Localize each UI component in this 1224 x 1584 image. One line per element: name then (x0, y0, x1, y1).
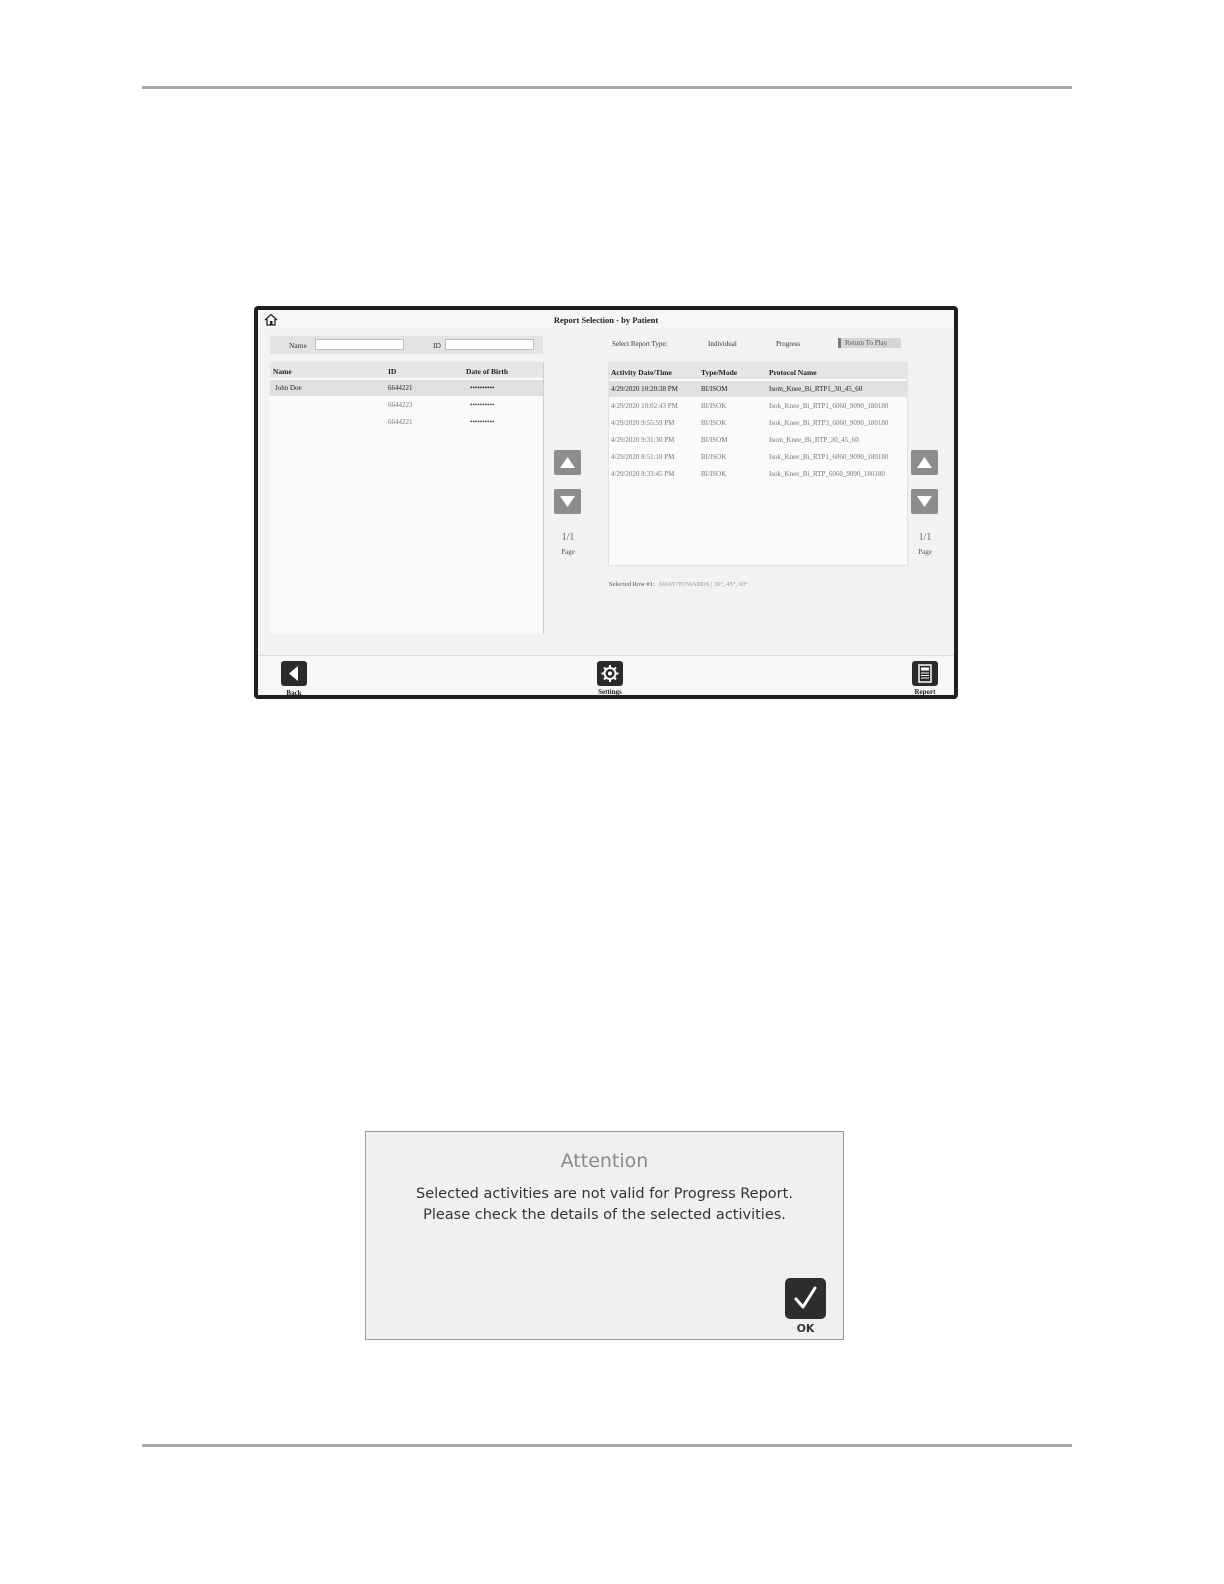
back-label: Back (286, 689, 302, 697)
patient-id: 6644223 (388, 401, 413, 409)
name-label: Name (289, 341, 307, 350)
col-activity-date: Activity Date/Time (611, 368, 672, 377)
patient-search-bar (270, 336, 543, 354)
patients-page-label: Page (561, 548, 575, 556)
header-rule (142, 86, 1072, 89)
patient-table-header (270, 362, 543, 378)
patient-id: 6644221 (388, 384, 413, 392)
activity-mode: BI/ISOM (701, 436, 728, 444)
activity-row[interactable] (609, 466, 907, 482)
report-label: Report (914, 688, 936, 696)
activity-protocol: Isom_Knee_Bi_RTP1_30_45_60 (769, 385, 863, 393)
activity-protocol: Isom_Knee_Bi_RTP_30_45_60 (769, 436, 859, 444)
activity-table (608, 362, 908, 566)
activity-table-header (609, 363, 907, 379)
ok-label: OK (796, 1322, 815, 1335)
col-protocol-name: Protocol Name (769, 368, 817, 377)
report-button[interactable] (912, 661, 938, 686)
patient-id: 6644221 (388, 418, 413, 426)
bottom-toolbar (258, 655, 954, 696)
activities-page-number: 1/1 (918, 532, 932, 543)
activity-row[interactable] (609, 432, 907, 448)
dialog-title: Attention (560, 1150, 649, 1172)
back-button[interactable] (281, 661, 307, 686)
activity-protocol: Isok_Knee_Bi_RTP1_6060_9090_180180 (769, 402, 889, 410)
patients-page-down-button[interactable] (554, 489, 581, 514)
gear-icon (597, 661, 623, 686)
activity-mode: BI/ISOK (701, 402, 727, 410)
patient-dob: •••••••••• (470, 401, 495, 409)
activity-mode: BI/ISOK (701, 453, 727, 461)
activity-row[interactable] (609, 398, 907, 414)
activity-date: 4/29/2020 10:20:38 PM (611, 385, 678, 393)
activity-mode: BI/ISOK (701, 470, 727, 478)
report-selection-screen (254, 306, 958, 699)
report-document-icon (912, 661, 938, 686)
activity-mode: BI/ISOK (701, 419, 727, 427)
patient-row[interactable] (270, 397, 543, 413)
name-search-input[interactable] (315, 339, 404, 350)
ok-button[interactable] (785, 1278, 826, 1319)
back-arrow-icon (281, 661, 307, 686)
col-name: Name (273, 367, 292, 376)
selected-row-value: AWAY/TOWARDS | 30°, 45°, 60° (657, 581, 748, 588)
dialog-message: Selected activities are not valid for Progress Report. Please check the details of the selected activities. (416, 1186, 793, 1223)
activity-row[interactable] (609, 415, 907, 431)
patient-dob: •••••••••• (470, 418, 495, 426)
col-dob: Date of Birth (466, 367, 509, 376)
activity-date: 4/29/2020 8:51:18 PM (611, 453, 675, 461)
activity-protocol: Isok_Knee_Bi_RTP_6060_9090_180180 (769, 470, 885, 478)
patient-dob: •••••••••• (470, 384, 495, 392)
activity-row[interactable] (609, 381, 907, 397)
arrow-down-icon (559, 494, 576, 509)
selected-row-info (609, 581, 748, 588)
activity-row[interactable] (609, 449, 907, 465)
report-type-label: Select Report Type: (612, 340, 668, 348)
title-bar (258, 310, 954, 328)
col-id: ID (388, 367, 397, 376)
activity-mode: BI/ISOM (701, 385, 728, 393)
activity-protocol: Isok_Knee_Bi_RTP3_6060_9090_180180 (769, 419, 889, 427)
activities-page-label: Page (918, 548, 932, 556)
activity-date: 4/29/2020 8:33:45 PM (611, 470, 675, 478)
settings-label: Settings (598, 688, 622, 696)
patient-name: John Doe (275, 384, 302, 392)
id-search-input[interactable] (445, 339, 534, 350)
arrow-up-icon (559, 455, 576, 470)
activity-date: 4/29/2020 10:02:43 PM (611, 402, 678, 410)
activity-date: 4/29/2020 9:55:59 PM (611, 419, 675, 427)
checkmark-icon (785, 1278, 826, 1319)
selected-row-label: Selected Row #1: (609, 581, 655, 588)
report-type-individual[interactable]: Individual (708, 340, 737, 348)
settings-button[interactable] (597, 661, 623, 686)
arrow-down-icon (916, 494, 933, 509)
attention-dialog (365, 1131, 844, 1340)
col-type-mode: Type/Mode (701, 368, 738, 377)
patient-row[interactable] (270, 414, 543, 430)
report-type-progress[interactable]: Progress (776, 340, 801, 348)
patients-page-number: 1/1 (561, 532, 575, 543)
arrow-up-icon (916, 455, 933, 470)
patient-row[interactable] (270, 380, 543, 396)
activities-page-down-button[interactable] (911, 489, 938, 514)
footer-rule (142, 1444, 1072, 1447)
report-type-return-to-play[interactable]: Return To Play (838, 338, 901, 348)
patients-page-up-button[interactable] (554, 450, 581, 475)
id-label: ID (433, 341, 441, 350)
patient-table (270, 362, 544, 634)
activities-page-up-button[interactable] (911, 450, 938, 475)
screen-title: Report Selection - by Patient (553, 315, 659, 325)
activity-date: 4/29/2020 9:31:30 PM (611, 436, 675, 444)
activity-protocol: Isok_Knee_Bi_RTP1_6060_9090_180180 (769, 453, 889, 461)
